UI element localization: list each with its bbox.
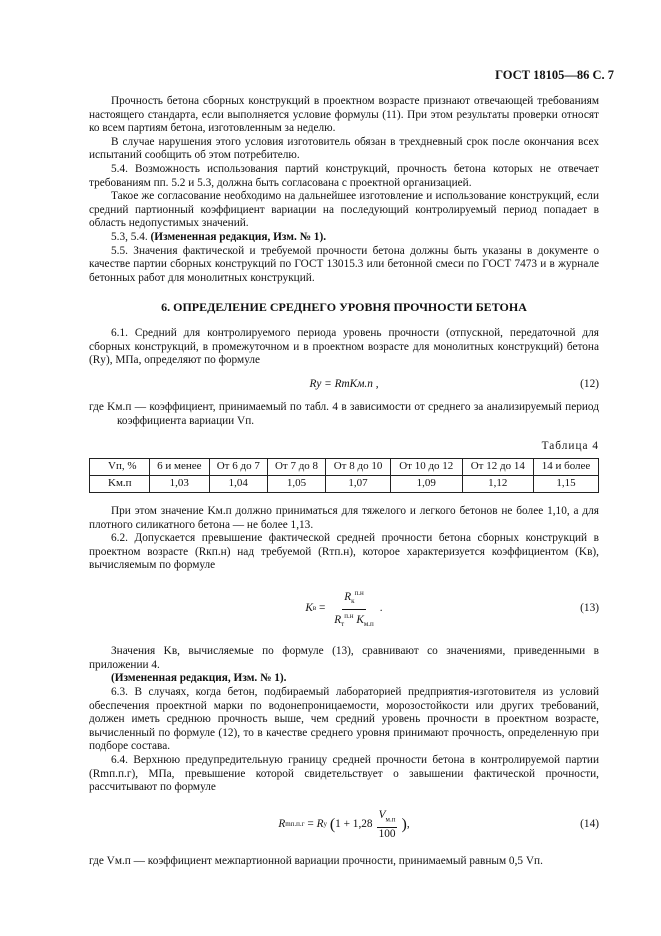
- paragraph: Прочность бетона сборных конструкций в проектном возрасте признают отвечающей требованиям настоящего стандарта, если выполняется условие формулы (11). При этом результаты проверки относят ко всем партиям бетона, изготовленным за неделю.: [89, 95, 599, 135]
- table-header-cell: Kм.п: [90, 476, 150, 493]
- formula-12-text: Rу = RтKм.п ,: [309, 377, 379, 390]
- table-header-cell: Vп, %: [90, 459, 150, 476]
- paragraph: Значения Kв, вычисляемые по формуле (13), сравнивают со значениями, приведенными в приложении 4.: [89, 645, 599, 671]
- table-row: [90, 476, 599, 493]
- table-cell: 1,03: [149, 476, 209, 493]
- formula-number: (12): [580, 377, 599, 390]
- paragraph: 6.4. Верхнюю предупредительную границу средней прочности бетона в контролируемой партии (Rmп.п.г), МПа, превышение которой свидетельствует о завышении фактической прочности, рассчитывают по формуле: [89, 754, 599, 794]
- table-cell: 1,12: [462, 476, 534, 493]
- paragraph: 6.2. Допускается превышение фактической средней прочности бетона сборных конструкций в проектном возрасте (Rкп.н) над требуемой (Rтп.н), которое характеризуется коэффициентом (Kв), вычисляемым по формуле: [89, 532, 599, 572]
- table-caption: Таблица 4: [541, 440, 599, 453]
- paragraph: 6.1. Средний для контролируемого периода уровень прочности (отпускной, передаточной для сборных конструкций, в промежуточном и в проектном возрасте для монолитных конструкций) бетона (Rу), МПа, определяют по формуле: [89, 326, 599, 367]
- formula-number: (14): [580, 818, 599, 831]
- fraction: $\frac{R_к^{п.н}}{R_т^{п.н} K_{м.п}}$: [334, 589, 374, 628]
- amendment-note: (Измененная редакция, Изм. № 1).: [111, 672, 287, 685]
- amendment-note: 5.3, 5.4. (Измененная редакция, Изм. № 1).: [111, 230, 327, 243]
- table-cell: 1,07: [326, 476, 391, 493]
- section-title: 6. ОПРЕДЕЛЕНИЕ СРЕДНЕГО УРОВНЯ ПРОЧНОСТИ БЕТОНА: [161, 300, 527, 315]
- table-4: [89, 458, 599, 493]
- table-cell: От 7 до 8: [267, 459, 325, 476]
- table-cell: 1,09: [390, 476, 462, 493]
- table-row: [90, 459, 599, 476]
- document-body: [89, 95, 599, 869]
- table-cell: 1,04: [209, 476, 267, 493]
- table-cell: 1,05: [267, 476, 325, 493]
- table-cell: 6 и менее: [149, 459, 209, 476]
- paragraph: В случае нарушения этого условия изготовитель обязан в трехдневный срок после окончания всех испытаний сообщить об этом потребителю.: [89, 135, 599, 162]
- paragraph: где Kм.п — коэффициент, принимаемый по табл. 4 в зависимости от среднего за анализируемый период коэффициента вариации Vп.: [89, 401, 599, 427]
- fraction: $\frac{V_{м.п}}{100}$: [378, 808, 396, 840]
- table-cell: От 6 до 7: [209, 459, 267, 476]
- formula-12: [89, 378, 599, 392]
- table-cell: 14 и более: [534, 459, 599, 476]
- paragraph: При этом значение Kм.п должно приниматься для тяжелого и легкого бетонов не более 1,10, а для плотного силикатного бетона — не более 1,13.: [89, 505, 599, 531]
- paragraph: 6.3. В случаях, когда бетон, подбираемый лабораторией предприятия-изготовителя из условий обеспечения проектной марки по водонепроницаемости, морозостойкости или других требований, должен иметь среднюю прочность выше, чем средний уровень прочности в проектном возрасте, вычисленный по формуле (12), то в качестве среднего уровня принимают прочность, определенную при подборе состава.: [89, 686, 599, 753]
- page-header: ГОСТ 18105—86 С. 7: [495, 68, 614, 82]
- paragraph: 5.4. Возможность использования партий конструкций, прочность бетона которых не отвечает требованиям пп. 5.2 и 5.3, должна быть согласована с проектной организацией.: [89, 162, 599, 189]
- formula-14: R m п.п.г = R у ( 1 + 1,28 $\frac{V_{м.п}}{100}$ ) , (14): [278, 808, 599, 840]
- table-cell: 1,15: [534, 476, 599, 493]
- paragraph: где Vм.п — коэффициент межпартионной вариации прочности, принимаемый равным 0,5 Vп.: [89, 855, 543, 868]
- paragraph: 5.5. Значения фактической и требуемой прочности бетона должны быть указаны в документе о качестве партии сборных конструкций по ГОСТ 13015.3 или бетонной смеси по ГОСТ 7473 и в журнале бетонных работ для монолитных конструкций.: [89, 244, 599, 284]
- table-cell: От 8 до 10: [326, 459, 391, 476]
- paragraph: Такое же согласование необходимо на дальнейшее изготовление и использование конструкций, если средний партионный коэффициент вариации на последующий контролируемый период попадает в область недопустимых значений.: [89, 190, 599, 230]
- formula-number: (13): [580, 602, 599, 615]
- table-cell: От 12 до 14: [462, 459, 534, 476]
- table-cell: От 10 до 12: [390, 459, 462, 476]
- formula-13: K в = $\frac{R_к^{п.н}}{R_т^{п.н} K_{м.п}}$ . (13): [89, 587, 599, 631]
